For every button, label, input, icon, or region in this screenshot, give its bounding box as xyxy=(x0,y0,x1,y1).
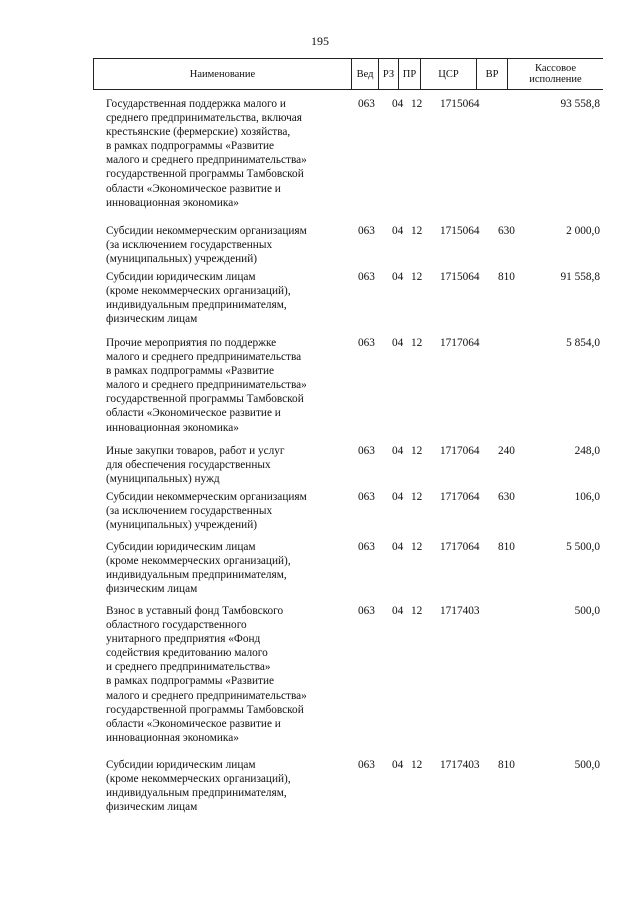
row-name: Государственная поддержка малого и среднего предпринимательства, включая крестьянские (фермерские) хозяйства, в рамках подпрограммы «Развитие малого и среднего предпринимательства» государственной программы Тамбовской области «Экономическое развитие и инновационная экономика» xyxy=(106,98,307,209)
row-pr: 12 xyxy=(411,225,423,237)
row-pr: 12 xyxy=(411,271,423,283)
column-header-rz: РЗ xyxy=(379,59,399,89)
row-name: Иные закупки товаров, работ и услуг для обеспечения государственных (муниципальных) нужд xyxy=(106,445,285,486)
column-header-ved: Вед xyxy=(352,59,379,89)
row-rz: 04 xyxy=(392,271,404,283)
row-ved: 063 xyxy=(358,445,375,457)
row-name: Субсидии юридическим лицам (кроме некоммерческих организаций), индивидуальным предпринимателям, физическим лицам xyxy=(106,271,291,326)
row-amount: 500,0 xyxy=(574,605,600,617)
row-amount: 5 854,0 xyxy=(566,337,600,349)
row-csr: 1715064 xyxy=(440,225,480,237)
row-pr: 12 xyxy=(411,541,423,553)
row-amount: 500,0 xyxy=(574,759,600,771)
column-header-amount: Кассовое исполнение xyxy=(529,63,582,85)
row-ved: 063 xyxy=(358,605,375,617)
row-rz: 04 xyxy=(392,98,404,110)
row-name: Прочие мероприятия по поддержке малого и среднего предпринимательства в рамках подпрограммы «Развитие малого и среднего предпринимательства» государственной программы Тамбовской области «Экономическое развитие и инновационная экономика» xyxy=(106,337,307,434)
row-amount: 93 558,8 xyxy=(560,98,600,110)
row-rz: 04 xyxy=(392,225,404,237)
row-rz: 04 xyxy=(392,337,404,349)
row-csr: 1717403 xyxy=(440,759,480,771)
row-csr: 1717064 xyxy=(440,337,480,349)
row-csr: 1717064 xyxy=(440,445,480,457)
row-rz: 04 xyxy=(392,605,404,617)
row-name: Взнос в уставный фонд Тамбовского областного государственного унитарного предприятия «Фонд содействия кредитованию малого и среднего предпринимательства» в рамках подпрограммы «Развитие малого и среднего предпринимательства» государственной программы Тамбовской области «Экономическое развитие и инновационная экономика» xyxy=(106,605,307,744)
row-csr: 1717064 xyxy=(440,541,480,553)
row-amount: 248,0 xyxy=(574,445,600,457)
column-header-vr: ВР xyxy=(477,59,508,89)
row-pr: 12 xyxy=(411,491,423,503)
row-rz: 04 xyxy=(392,759,404,771)
row-pr: 12 xyxy=(411,759,423,771)
column-header-csr: ЦСР xyxy=(421,59,477,89)
row-vr: 810 xyxy=(498,759,515,771)
row-name: Субсидии юридическим лицам (кроме некоммерческих организаций), индивидуальным предпринимателям, физическим лицам xyxy=(106,541,291,596)
row-name: Субсидии некоммерческим организациям (за исключением государственных (муниципальных) учреждений) xyxy=(106,225,307,266)
row-vr: 810 xyxy=(498,541,515,553)
row-rz: 04 xyxy=(392,541,404,553)
row-ved: 063 xyxy=(358,271,375,283)
row-name: Субсидии некоммерческим организациям (за исключением государственных (муниципальных) учреждений) xyxy=(106,491,307,532)
row-name: Субсидии юридическим лицам (кроме некоммерческих организаций), индивидуальным предпринимателям, физическим лицам xyxy=(106,759,291,814)
row-ved: 063 xyxy=(358,337,375,349)
row-pr: 12 xyxy=(411,605,423,617)
row-ved: 063 xyxy=(358,491,375,503)
row-csr: 1717403 xyxy=(440,605,480,617)
row-ved: 063 xyxy=(358,225,375,237)
row-vr: 630 xyxy=(498,491,515,503)
row-amount: 2 000,0 xyxy=(566,225,600,237)
row-csr: 1715064 xyxy=(440,271,480,283)
row-vr: 630 xyxy=(498,225,515,237)
row-vr: 240 xyxy=(498,445,515,457)
row-pr: 12 xyxy=(411,337,423,349)
row-ved: 063 xyxy=(358,98,375,110)
row-vr: 810 xyxy=(498,271,515,283)
row-csr: 1715064 xyxy=(440,98,480,110)
row-csr: 1717064 xyxy=(440,491,480,503)
row-amount: 106,0 xyxy=(574,491,600,503)
page-number: 195 xyxy=(311,34,329,48)
row-amount: 5 500,0 xyxy=(566,541,600,553)
row-pr: 12 xyxy=(411,98,423,110)
column-header-name: Наименование xyxy=(94,59,352,89)
row-amount: 91 558,8 xyxy=(560,271,600,283)
row-ved: 063 xyxy=(358,541,375,553)
row-rz: 04 xyxy=(392,491,404,503)
row-rz: 04 xyxy=(392,445,404,457)
row-ved: 063 xyxy=(358,759,375,771)
table-header xyxy=(93,58,603,90)
row-pr: 12 xyxy=(411,445,423,457)
column-header-pr: ПР xyxy=(399,59,421,89)
